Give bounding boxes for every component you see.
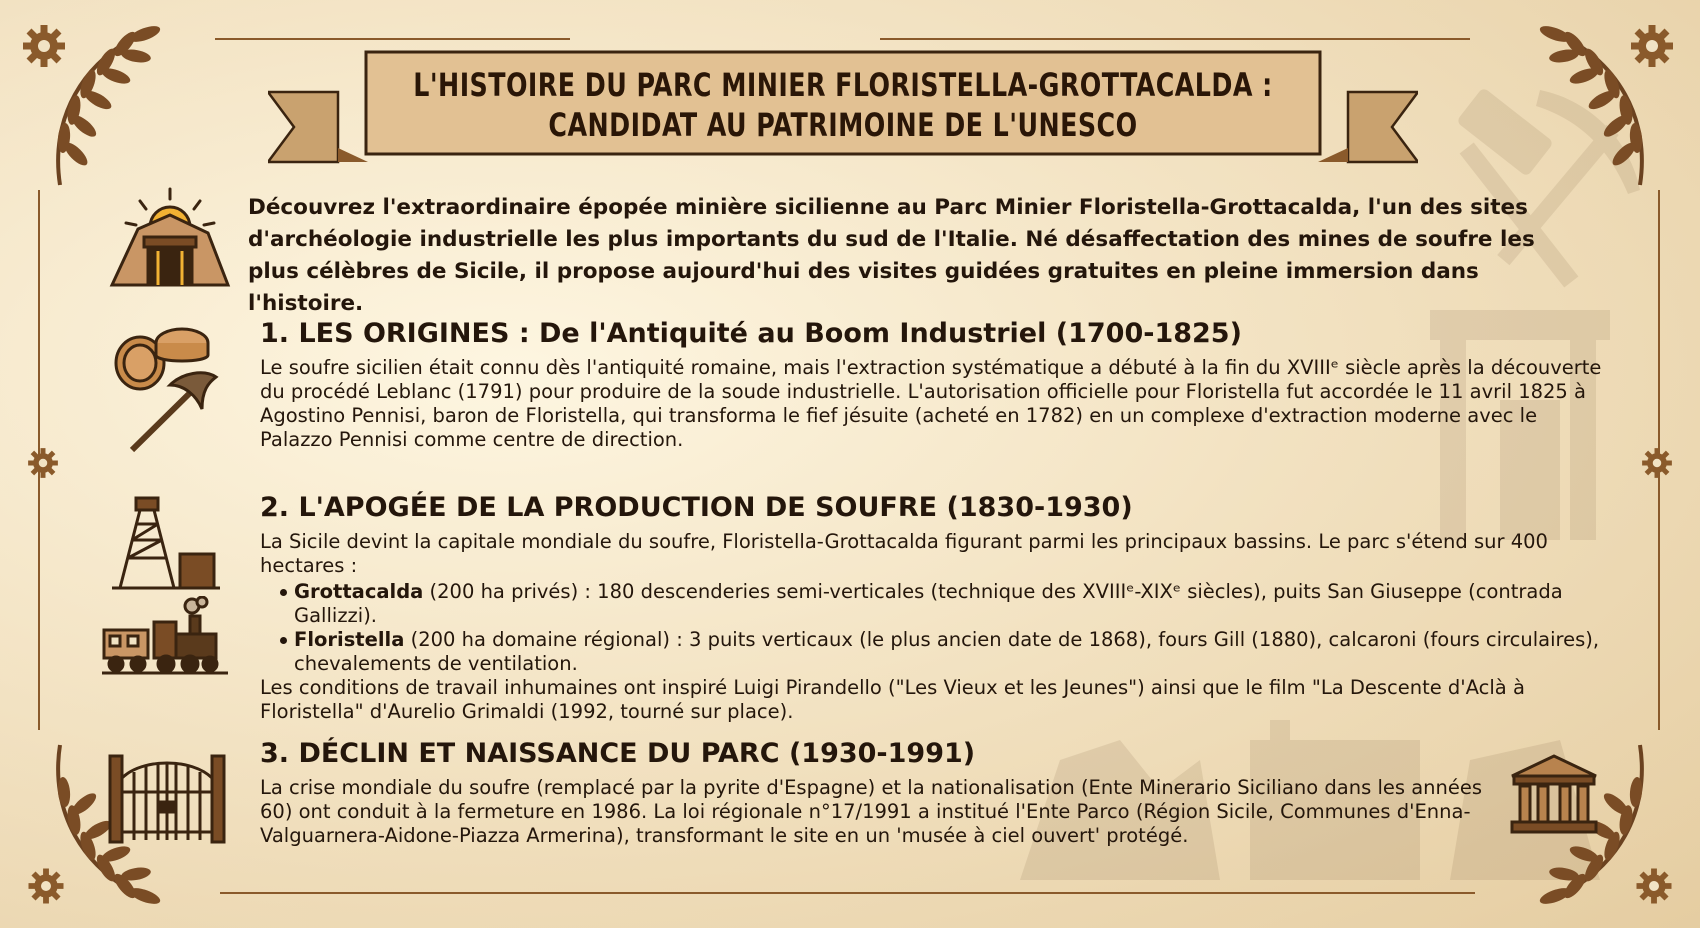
- section-3-body: La crise mondiale du soufre (remplacé par la pyrite d'Espagne) et la nationalisation (Ente Minerario Siciliano dans les années 60) ont conduit à la fermeture en 1986. La loi régionale n°17/1991 a institué l'Ente Parco (Région Sicile, Communes d'Enna-Valguarnera-Aidone-Piazza Armerina), transformant le site en un 'musée à ciel ouvert' protégé.: [260, 776, 1483, 847]
- section-2-bullets: [260, 580, 1605, 676]
- gear-icon: [1634, 866, 1674, 906]
- bottom-rule: [220, 892, 1475, 894]
- gear-icon: [20, 22, 68, 70]
- top-rule-right: [880, 38, 1470, 40]
- bullet-text: (200 ha domaine régional) : 3 puits verticaux (le plus ancien date de 1868), fours Gill (1880), calcaroni (fours circulaires), chevalements de ventilation.: [294, 628, 1600, 675]
- iron-gate-icon: [108, 748, 226, 844]
- title-banner: [268, 44, 1418, 170]
- section-1-body: Le soufre sicilien était connu dès l'antiquité romaine, mais l'extraction systématique a débuté à la fin du XVIIIᵉ siècle après la découverte du procédé Leblanc (1791) pour produire de la soude industrielle. L'autorisation officielle pour Floristella fut accordée le 11 avril 1825 à Agostino Pennisi, baron de Floristella, qui transforma le fief jésuite (acheté en 1782) en un complexe d'extraction moderne avec le Palazzo Pennisi comme centre de direction.: [260, 356, 1602, 451]
- title-line-1: L'HISTOIRE DU PARC MINIER FLORISTELLA-GROTTACALDA :: [413, 66, 1273, 104]
- section-2-intro: La Sicile devint la capitale mondiale du soufre, Floristella-Grottacalda figurant parmi les principaux bassins. Le parc s'étend sur 400 hectares :: [260, 530, 1548, 577]
- intro-paragraph: Découvrez l'extraordinaire épopée minière sicilienne au Parc Minier Floristella-Grottacalda, l'un des sites d'archéologie industrielle les plus importants du sud de l'Italie. Né désaffectation des mines de soufre les plus célèbres de Sicile, il propose aujourd'hui des visites guidées gratuites en pleine immersion dans l'histoire.: [248, 195, 1535, 316]
- bullet-text: (200 ha privés) : 180 descenderies semi-verticales (technique des XVIIIᵉ-XIXᵉ siècles), puits San Giuseppe (contrada Gallizzi).: [294, 580, 1563, 627]
- mine-entrance-sun-icon: [108, 185, 233, 290]
- list-item: [260, 580, 1605, 628]
- gear-icon: [1628, 22, 1676, 70]
- gear-icon: [26, 446, 60, 480]
- section-2-outro: Les conditions de travail inhumaines ont inspiré Luigi Pirandello ("Les Vieux et les Jeunes") ainsi que le film "La Descente d'Aclà à Floristella" d'Aurelio Grimaldi (1992, tourné sur place).: [260, 676, 1525, 723]
- coins-pickaxe-icon: [112, 325, 222, 455]
- gear-icon: [1640, 446, 1674, 480]
- section-2-body: [260, 530, 1605, 724]
- list-item: [260, 628, 1605, 676]
- gear-icon: [26, 866, 66, 906]
- museum-building-icon: [1508, 752, 1600, 836]
- bullet-name: Floristella: [294, 628, 405, 651]
- headframe-icon: [110, 494, 222, 590]
- section-3-title: 3. DÉCLIN ET NAISSANCE DU PARC (1930-1991): [260, 738, 976, 769]
- page-title: [337, 65, 1349, 145]
- title-line-2: CANDIDAT AU PATRIMOINE DE L'UNESCO: [548, 106, 1138, 144]
- steam-train-icon: [100, 596, 230, 676]
- top-rule-left: [215, 38, 570, 40]
- section-2-title: 2. L'APOGÉE DE LA PRODUCTION DE SOUFRE (1830-1930): [260, 492, 1133, 523]
- bullet-name: Grottacalda: [294, 580, 424, 603]
- section-1-title: 1. LES ORIGINES : De l'Antiquité au Boom Industriel (1700-1825): [260, 318, 1242, 349]
